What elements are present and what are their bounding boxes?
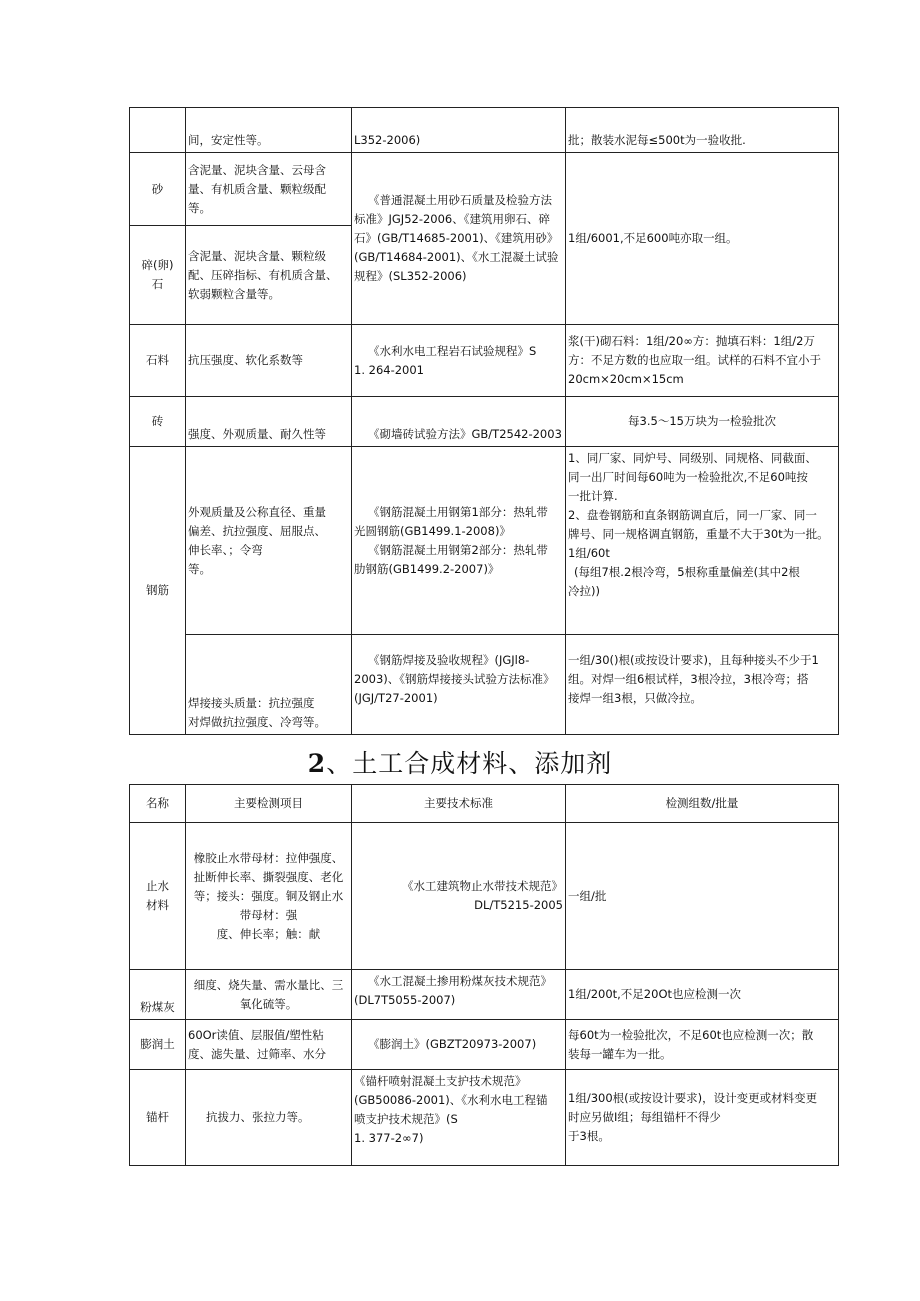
- table-row-brick: [130, 397, 839, 447]
- header-standard: 主要技术标准: [352, 785, 566, 823]
- standard-cell: 《水工混凝土掺用粉煤灰技术规范》 (DL7T5055-2007): [352, 970, 566, 1020]
- items-cell: 60Or读值、层服值/塑性粘 度、滤失量、过筛率、水分: [186, 1020, 352, 1070]
- material-name: 锚杆: [130, 1070, 186, 1166]
- items-cell: 含泥量、泥块含量、云母含 量、有机质含量、颗粒级配 等。: [186, 153, 352, 226]
- batch-cell: 每3.5～15万块为一检验批次: [566, 397, 839, 447]
- standard-cell: 《钢筋混凝土用钢第1部分：热轧带 光圆钢筋(GB1499.1-2008)》 《钢筋混凝土用钢第2部分：热轧带 肋钢筋(GB1499.2-2007)》: [352, 447, 566, 635]
- items-cell: 抗拔力、张拉力等。: [186, 1070, 352, 1166]
- batch-cell: 1组/6001,不足600吨亦取一组。: [566, 153, 839, 325]
- materials-table-1: [129, 107, 839, 735]
- material-name: 砂: [130, 153, 186, 226]
- items-cell: 橡胶止水带母材：拉伸强度、 扯断伸长率、撕裂强度、老化 等；接头：强度。铜及钢止水 带母材：强 度、伸长率；触：献: [186, 823, 352, 970]
- batch-cell: 一组/30()根(或按设计要求)，且每种接头不少于1 组。对焊一组6根试样，3根冷拉，3根冷弯；搭 接焊一组3根，只做冷拉。: [566, 635, 839, 735]
- batch-cell: 1组/300根(或按设计要求)，设计变更或材料变更 时应另做I组；每组锚杆不得少 于3根。: [566, 1070, 839, 1166]
- table-row-anchor: [130, 1070, 839, 1166]
- items-cell: 强度、外观质量、耐久性等: [186, 397, 352, 447]
- table-row-rebar-weld: [130, 635, 839, 735]
- batch-cell: 每60t为一检验批次，不足60t也应检测一次；散 装每一罐车为一批。: [566, 1020, 839, 1070]
- material-name: 钢筋: [130, 447, 186, 735]
- table-row-sand: [130, 153, 839, 226]
- table-row-flyash: [130, 970, 839, 1020]
- batch-cell: 一组/批: [566, 823, 839, 970]
- table-row-stone: [130, 325, 839, 397]
- table-row-cement: [130, 108, 839, 153]
- standard-cell: 《水利水电工程岩石试验规程》S 1. 264-2001: [352, 325, 566, 397]
- materials-table-2: [129, 784, 839, 1166]
- name-cell: [130, 108, 186, 153]
- items-cell: 外观质量及公称直径、重量 偏差、抗拉强度、屈服点、 伸长率、；令弯 等。: [186, 447, 352, 635]
- table-row-rebar: [130, 447, 839, 635]
- table-row-waterstop: [130, 823, 839, 970]
- material-name: 粉煤灰: [130, 970, 186, 1020]
- standard-cell: 《水工建筑物止水带技术规范》 DL/T5215-2005: [352, 823, 566, 970]
- material-name: 膨润土: [130, 1020, 186, 1070]
- batch-cell: 1、同厂家、同炉号、同级别、同规格、同截面、 同一出厂时间每60吨为一检验批次,不足60吨按 一批计算. 2、盘卷钢筋和直条钢筋调直后，同一厂家、同一 牌号、同一规格调直钢筋，重量不大于30t为一批。 1组/60t (每组7根.2根冷弯，5根称重量偏差(其中2根 冷拉)): [566, 447, 839, 635]
- items-cell: 抗压强度、软化系数等: [186, 325, 352, 397]
- header-items: 主要检测项目: [186, 785, 352, 823]
- section-title: [0, 744, 920, 780]
- material-name: 砖: [130, 397, 186, 447]
- items-cell: 间，安定性等。: [186, 108, 352, 153]
- standard-cell: 《钢筋焊接及验收规程》(JGJl8- 2003)、《钢筋焊接接头试验方法标准》 (JGJ/T27-2001): [352, 635, 566, 735]
- batch-cell: 浆(干)砌石料：1组/20∞方：抛填石料：1组/2万 方：不足方数的也应取一组。试样的石料不宜小于 20cm×20cm×15cm: [566, 325, 839, 397]
- standard-cell: 《砌墙砖试验方法》GB/T2542-2003: [352, 397, 566, 447]
- header-name: 名称: [130, 785, 186, 823]
- section-number: 2: [307, 749, 327, 778]
- material-name: 石料: [130, 325, 186, 397]
- standard-cell: L352-2006): [352, 108, 566, 153]
- material-name: 止水 材料: [130, 823, 186, 970]
- standard-cell: 《锚杆喷射混凝土支护技术规范》 (GB50086-2001)、《水利水电工程锚 喷支护技术规范》(S 1. 377-2∞7): [352, 1070, 566, 1166]
- items-cell: 细度、烧失量、需水量比、三 氧化硫等。: [186, 970, 352, 1020]
- header-batch: 检测组数/批量: [566, 785, 839, 823]
- batch-cell: 1组/200t,不足20Ot也应检测一次: [566, 970, 839, 1020]
- standard-cell: 《普通混凝土用砂石质量及检验方法 标准》JGJ52-2006、《建筑用卵石、碎 石》(GB/T14685-2001)、《建筑用砂》 (GB/T14684-2001)、《水工混凝土试验 规程》(SL352-2006): [352, 153, 566, 325]
- table-row-bentonite: [130, 1020, 839, 1070]
- standard-cell: 《膨润土》(GBZT20973-2007): [352, 1020, 566, 1070]
- material-name: 碎(卵) 石: [130, 226, 186, 325]
- batch-cell: 批；散装水泥每≤500t为一验收批.: [566, 108, 839, 153]
- items-cell: 焊接接头质量：抗拉强度 对焊做抗拉强度、冷弯等。: [186, 635, 352, 735]
- table-header-row: [130, 785, 839, 823]
- items-cell: 含泥量、泥块含量、颗粒级 配、压碎指标、有机质含量、 软弱颗粒含量等。: [186, 226, 352, 325]
- section-title-text: 、土工合成材料、添加剂: [326, 749, 613, 778]
